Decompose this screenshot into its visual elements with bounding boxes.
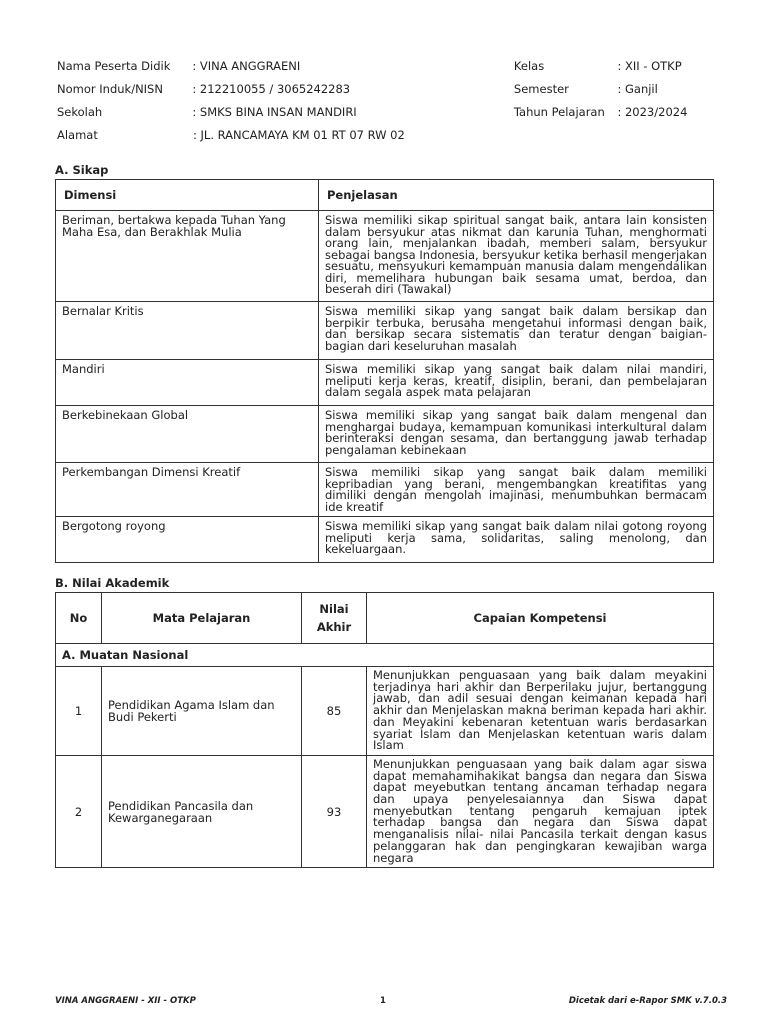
year-value: : 2023/2024 <box>617 104 688 119</box>
akademik-header-row <box>56 593 714 644</box>
dimension-cell: Beriman, bertakwa kepada Tuhan Yang Maha Esa, dan Berakhlak Mulia <box>56 211 319 302</box>
year-label: Tahun Pelajaran <box>513 104 605 119</box>
dimension-header: Dimensi <box>56 180 319 211</box>
sikap-table <box>55 179 714 563</box>
explanation-cell: Siswa memiliki sikap yang sangat baik dalam mengenal dan menghargai budaya, kemampuan komunikasi interkultural dalam berinteraksi dengan sesama, dan bertanggung jawab terhadap pengalaman kebinekaan <box>319 406 714 463</box>
nis-value: : 212210055 / 3065242283 <box>192 81 351 96</box>
explanation-cell: Siswa memiliki sikap yang sangat baik dalam nilai mandiri, meliputi kerja keras, kreatif, disiplin, berani, dan pembelajaran dalam segala aspek mata pelajaran <box>319 360 714 406</box>
score-cell: 85 <box>302 667 367 756</box>
explanation-cell: Siswa memiliki sikap yang sangat baik dalam memiliki kepribadian yang berani, mengembangkan kreatifitas yang dimiliki dengan mengolah imajinasi, menumbuhkan bermacam ide kreatif <box>319 463 714 517</box>
competency-cell: Menunjukkan penguasaan yang baik dalam agar siswa dapat memahamihakikat bangsa dan negara dan Siswa dapat meyebutkan tentang ancaman terhadap negara dan upaya penyelesaiannya dan Siswa dapat menyebutkan tentang pengaruh kemajuan iptek terhadap bangsa dan negara dan Siswa dapat menganalisis nilai- nilai Pancasila terkait dengan kasus pelanggaran hak dan pengingkaran kewajiban warga negara <box>367 755 714 867</box>
subject-header: Mata Pelajaran <box>102 593 302 644</box>
sikap-row <box>56 302 714 360</box>
semester-label: Semester <box>513 81 569 96</box>
explanation-cell: Siswa memiliki sikap spiritual sangat baik, antara lain konsisten dalam bersyukur atas nikmat dan karunia Tuhan, menghormati orang lain, menjalankan ibadah, memberi salam, bersyukur sebagai bangsa Indonesia, bersyukur ketika berhasil mengerjakan sesuatu, mensyukuri kemampuan manusia dalam mengendalikan diri, memelihara hubungan baik sesama umat, berdoa, dan beserah diri (Tawakal) <box>319 211 714 302</box>
name-value: : VINA ANGGRAENI <box>192 58 301 73</box>
sikap-section-title: A. Sikap <box>55 163 109 177</box>
subject-cell: Pendidikan Agama Islam dan Budi Pekerti <box>102 667 302 756</box>
explanation-cell: Siswa memiliki sikap yang sangat baik dalam bersikap dan berpikir terbuka, berusaha mengetahui informasi dengan baik, dan bersikap secara sistematis dan teratur dengan baigian-bagian dari keseluruhan masalah <box>319 302 714 360</box>
footer-student: VINA ANGGRAENI - XII - OTKP <box>55 996 196 1006</box>
akademik-table <box>55 592 714 868</box>
class-label: Kelas <box>513 58 545 73</box>
school-label: Sekolah <box>57 104 103 119</box>
class-value: : XII - OTKP <box>617 58 682 73</box>
group-label: A. Muatan Nasional <box>56 644 714 667</box>
table-row <box>56 755 714 867</box>
student-info <box>57 54 717 146</box>
dimension-cell: Berkebinekaan Global <box>56 406 319 463</box>
explanation-header: Penjelasan <box>319 180 714 211</box>
competency-cell: Menunjukkan penguasaan yang baik dalam meyakini terjadinya hari akhir dan Berperilaku jujur, bertanggung jawab, dan adil sesuai dengan keimanan kepada hari akhir dan Menjelaskan makna beriman kepada hari akhir. dan Meyakini kebenaran ketentuan waris berdasarkan syariat Islam dan Menjelaskan ketentuan waris dalam Islam <box>367 667 714 756</box>
info-row <box>57 54 717 77</box>
table-row <box>56 667 714 756</box>
akademik-section-title: B. Nilai Akademik <box>55 576 170 590</box>
nis-label: Nomor Induk/NISN <box>57 81 163 96</box>
dimension-cell: Perkembangan Dimensi Kreatif <box>56 463 319 517</box>
sikap-row <box>56 406 714 463</box>
no-header: No <box>56 593 102 644</box>
score-header: Nilai Akhir <box>302 593 367 644</box>
sikap-row <box>56 211 714 302</box>
score-cell: 93 <box>302 755 367 867</box>
name-label: Nama Peserta Didik <box>57 58 171 73</box>
subject-cell: Pendidikan Pancasila dan Kewarganegaraan <box>102 755 302 867</box>
dimension-cell: Mandiri <box>56 360 319 406</box>
dimension-cell: Bernalar Kritis <box>56 302 319 360</box>
sikap-row <box>56 463 714 517</box>
sikap-row <box>56 360 714 406</box>
dimension-cell: Bergotong royong <box>56 517 319 563</box>
info-row <box>57 100 717 123</box>
competency-header: Capaian Kompetensi <box>367 593 714 644</box>
page-footer <box>55 996 727 1010</box>
row-number: 2 <box>56 755 102 867</box>
info-row <box>57 123 717 146</box>
address-label: Alamat <box>57 127 98 142</box>
sikap-header-row <box>56 180 714 211</box>
footer-printed-by: Dicetak dari e-Rapor SMK v.7.0.3 <box>568 996 727 1006</box>
footer-page-number: 1 <box>380 996 386 1006</box>
sikap-row <box>56 517 714 563</box>
info-row <box>57 77 717 100</box>
school-value: : SMKS BINA INSAN MANDIRI <box>192 104 357 119</box>
address-value: : JL. RANCAMAYA KM 01 RT 07 RW 02 <box>193 127 405 142</box>
row-number: 1 <box>56 667 102 756</box>
semester-value: : Ganjil <box>617 81 658 96</box>
explanation-cell: Siswa memiliki sikap yang sangat baik dalam nilai gotong royong meliputi kerja sama, solidaritas, saling menolong, dan kekeluargaan. <box>319 517 714 563</box>
group-row <box>56 644 714 667</box>
